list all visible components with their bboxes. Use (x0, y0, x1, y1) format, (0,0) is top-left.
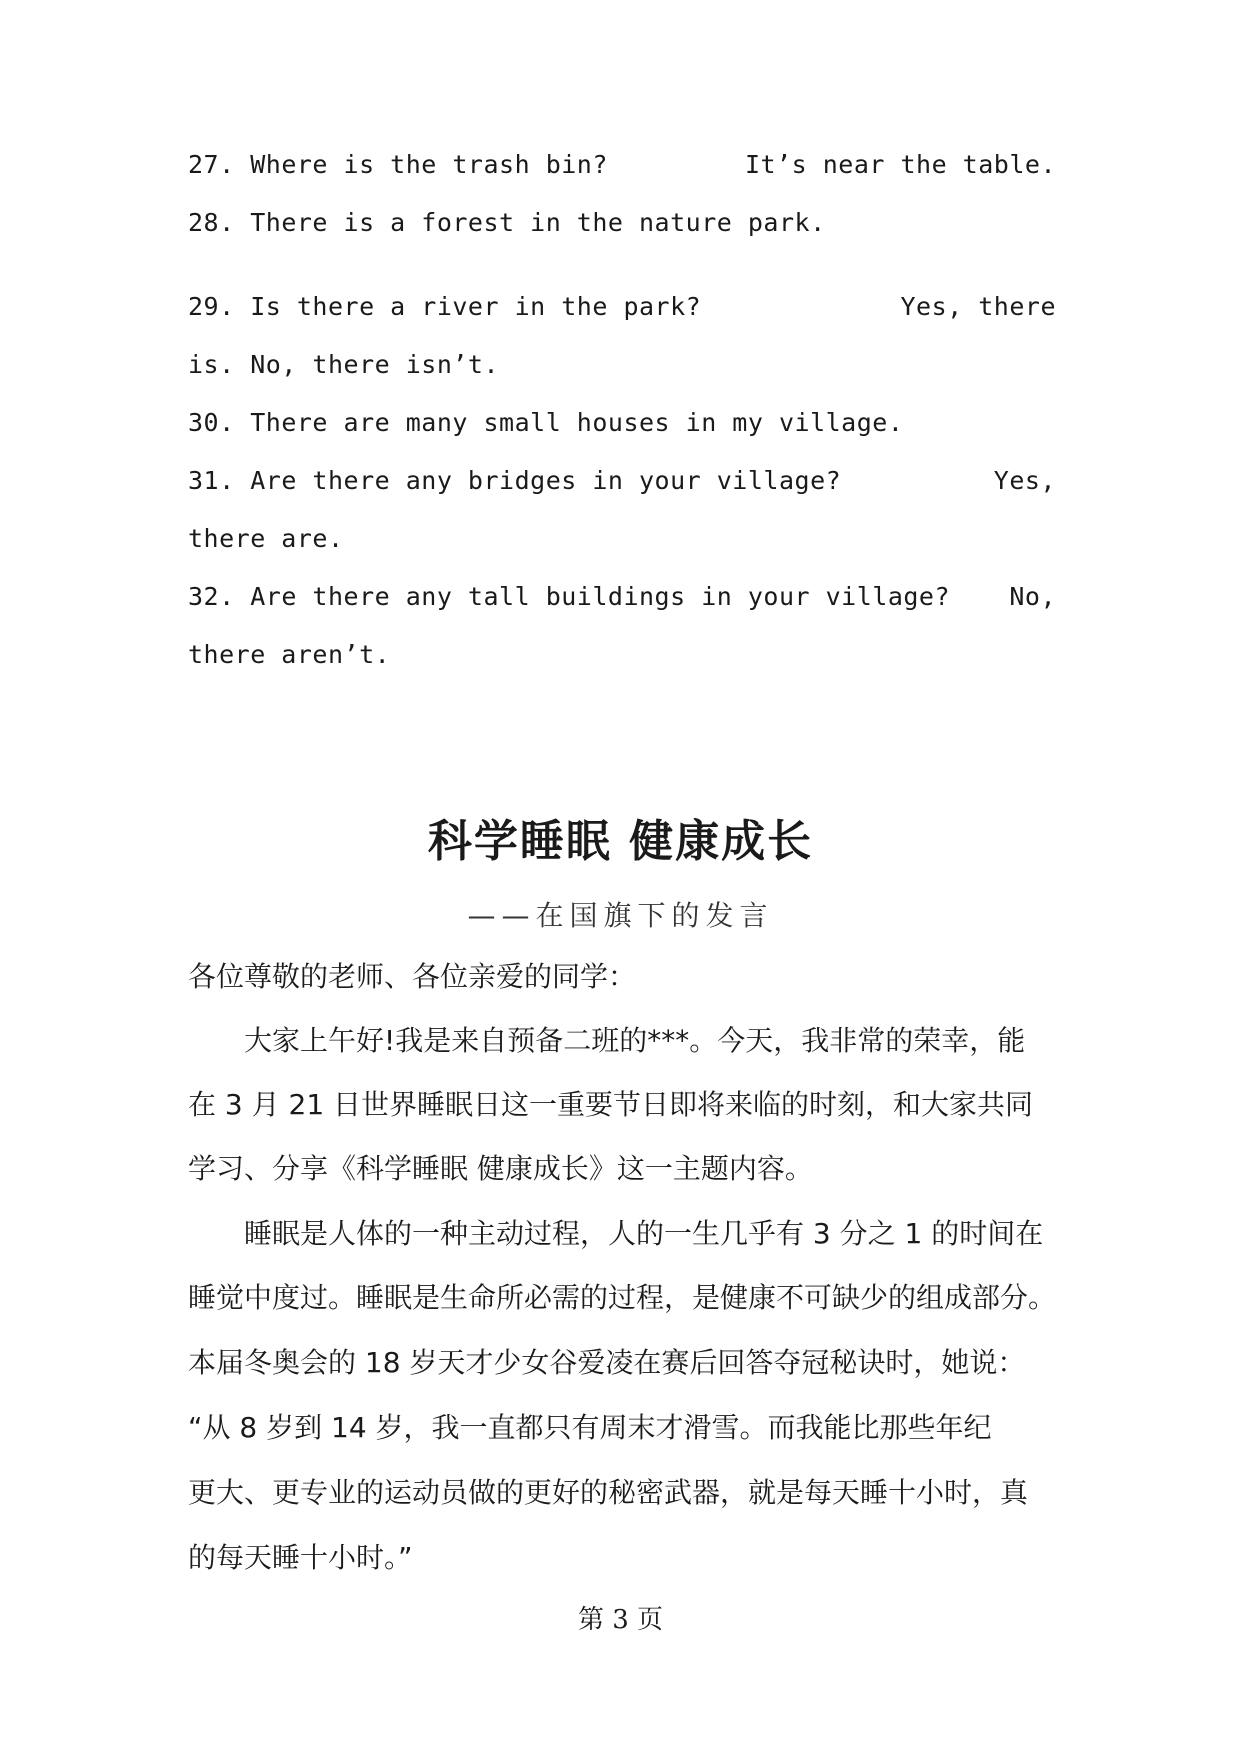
qa-item-31-continued (188, 521, 1056, 557)
qa-number: 29. (188, 292, 235, 321)
qa-text: There are many small houses in my village. (250, 408, 904, 437)
qa-item-30 (188, 405, 1056, 441)
article-line: 在 3 月 21 日世界睡眠日这一重要节日即将来临的时刻，和大家共同 (188, 1088, 1034, 1121)
qa-question: Where is the trash bin? (250, 150, 608, 179)
qa-item-32 (188, 579, 1056, 615)
article-line: 更大、更专业的运动员做的更好的秘密武器，就是每天睡十小时，真 (188, 1476, 1029, 1509)
qa-answer-continued: is. No, there isn’t. (188, 350, 500, 379)
article-subtitle: ——在国旗下的发言 (467, 899, 774, 932)
article-line: “从 8 岁到 14 岁，我一直都只有周末才滑雪。而我能比那些年纪 (188, 1411, 992, 1444)
page-number: 第 3 页 (577, 1605, 664, 1635)
qa-answer-continued: there aren’t. (188, 640, 391, 669)
qa-answer: It’s near the table. (744, 150, 1056, 179)
qa-number: 28. (188, 208, 235, 237)
qa-answer: Yes, there (900, 292, 1056, 321)
qa-number: 27. (188, 150, 235, 179)
qa-answer-continued: there are. (188, 524, 344, 553)
article-line: 各位尊敬的老师、各位亲爱的同学： (188, 960, 637, 993)
qa-item-28 (188, 205, 1056, 241)
qa-item-31 (188, 463, 1056, 499)
article-line: 大家上午好!我是来自预备二班的***。今天，我非常的荣幸，能 (188, 1024, 1026, 1057)
article-line: 睡觉中度过。睡眠是生命所必需的过程，是健康不可缺少的组成部分。 (188, 1281, 1056, 1314)
article-line: 本届冬奥会的 18 岁天才少女谷爱凌在赛后回答夺冠秘诀时，她说： (188, 1346, 1026, 1379)
qa-number: 31. (188, 466, 235, 495)
qa-answer: Yes, (993, 466, 1056, 495)
qa-answer: No, (1009, 582, 1056, 611)
qa-question: Are there any tall buildings in your village? (250, 582, 951, 611)
qa-item-27 (188, 147, 1056, 183)
article-line: 的每天睡十小时。” (188, 1541, 413, 1574)
article-line: 学习、分享《科学睡眠 健康成长》这一主题内容。 (188, 1152, 813, 1185)
qa-text: There is a forest in the nature park. (250, 208, 826, 237)
qa-question: Is there a river in the park? (250, 292, 702, 321)
qa-item-29 (188, 289, 1056, 325)
qa-question: Are there any bridges in your village? (250, 466, 842, 495)
qa-number: 30. (188, 408, 235, 437)
qa-number: 32. (188, 582, 235, 611)
article-line: 睡眠是人体的一种主动过程，人的一生几乎有 3 分之 1 的时间在 (188, 1217, 1044, 1250)
qa-item-29-continued (188, 347, 1056, 383)
qa-item-32-continued (188, 637, 1056, 673)
article-title: 科学睡眠 健康成长 (427, 816, 814, 867)
